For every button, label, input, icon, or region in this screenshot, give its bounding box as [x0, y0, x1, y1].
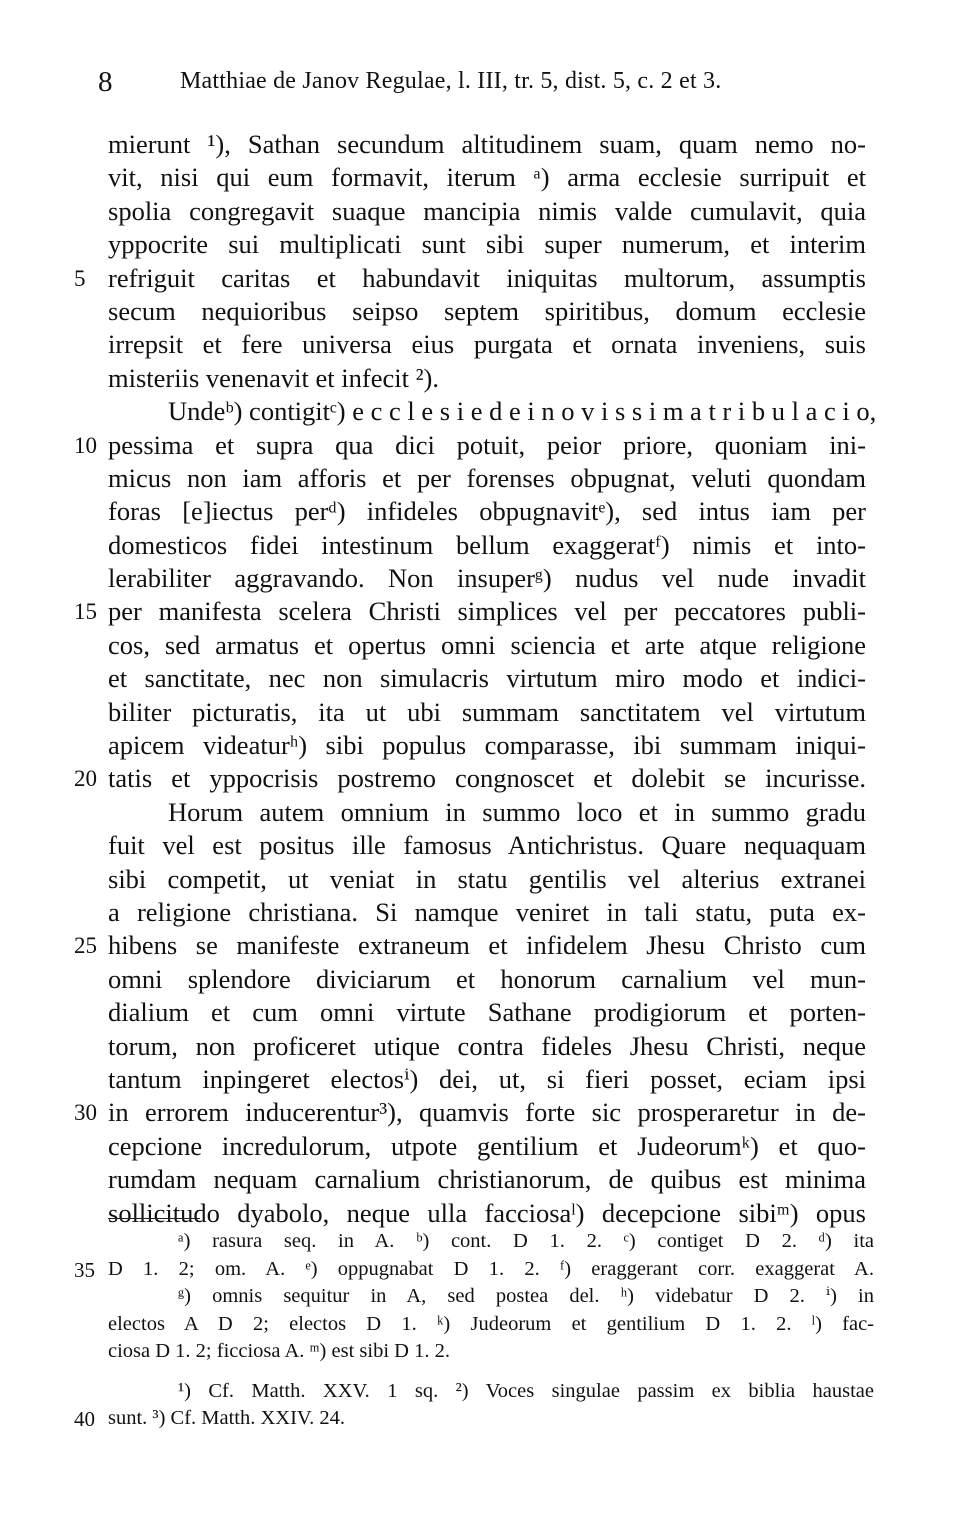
line-text: cos, sed armatus et opertus omni sciencia et arte atque religione — [108, 629, 866, 660]
text-line — [0, 662, 960, 695]
text-line — [0, 295, 960, 328]
text-line — [0, 729, 960, 762]
line-text: fuit vel est positus ille famosus Antichristus. Quare nequaquam — [108, 830, 866, 861]
text-line — [0, 829, 960, 862]
text-line — [0, 562, 960, 595]
text-line — [0, 495, 960, 528]
line-text: rumdam nequam carnalium christianorum, de quibus est minima — [108, 1164, 866, 1195]
line-text: vit, nisi qui eum formavit, iterum ᵃ) arma ecclesie surripuit et — [108, 162, 866, 193]
source-note-line — [0, 1378, 960, 1406]
line-text: Horum autem omnium in summo loco et in summo gradu — [168, 796, 866, 827]
text-line — [0, 328, 960, 361]
main-text — [0, 128, 960, 1230]
text-line — [0, 262, 960, 295]
text-line — [0, 161, 960, 194]
text-line — [0, 696, 960, 729]
line-text: biliter picturatis, ita ut ubi summam sanctitatem vel virtutum — [108, 696, 866, 727]
apparatus-line — [0, 1228, 960, 1256]
text-line — [0, 195, 960, 228]
line-text: tatis et yppocrisis postremo congnoscet et dolebit se incurisse. — [108, 763, 866, 794]
line-text: domesticos fidei intestinum bellum exaggeratᶠ) nimis et into- — [108, 529, 866, 560]
line-text: spolia congregavit suaque mancipia nimis valde cumulavit, quia — [108, 195, 866, 226]
text-line — [0, 1163, 960, 1196]
line-text: ciosa D 1. 2; ficciosa A. ᵐ) est sibi D 1. 2. — [108, 1340, 450, 1362]
line-number: 40 — [74, 1407, 95, 1431]
text-line — [0, 629, 960, 662]
line-number: 5 — [74, 265, 86, 291]
line-text: electos A D 2; electos D 1. ᵏ) Judeorum et gentilium D 1. 2. ˡ) fac- — [108, 1312, 874, 1335]
line-text: omni splendore diviciarum et honorum carnalium vel mun- — [108, 963, 866, 994]
text-line — [0, 762, 960, 795]
text-line — [0, 929, 960, 962]
line-text: ¹) Cf. Matth. XXV. 1 sq. ²) Voces singulae passim ex biblia haustae — [178, 1379, 874, 1402]
running-header — [0, 66, 960, 102]
text-line — [0, 462, 960, 495]
footnote-separator — [108, 1218, 200, 1219]
text-line — [0, 996, 960, 1029]
line-text: tantum inpingeret electosⁱ) dei, ut, si fieri posset, eciam ipsi — [108, 1063, 866, 1094]
line-text: dialium et cum omni virtute Sathane prodigiorum et porten- — [108, 997, 866, 1028]
line-number: 15 — [74, 599, 97, 625]
line-text: misteriis venenavit et infecit ²). — [108, 362, 439, 393]
line-text: apicem videaturʰ) sibi populus comparasse, ibi summam iniqui- — [108, 730, 866, 761]
text-line — [0, 1130, 960, 1163]
apparatus-line — [0, 1311, 960, 1339]
line-number: 35 — [74, 1257, 95, 1282]
line-text: sunt. ³) Cf. Matth. XXIV. 24. — [108, 1407, 345, 1429]
text-line — [0, 1197, 960, 1230]
running-title: Matthiae de Janov Regulae, l. III, tr. 5, dist. 5, c. 2 et 3. — [180, 68, 722, 94]
line-text: yppocrite sui multiplicati sunt sibi super numerum, et interim — [108, 229, 866, 260]
text-line — [0, 963, 960, 996]
line-text: pessima et supra qua dici potuit, peior priore, quoniam ini- — [108, 429, 866, 460]
line-text: per manifesta scelera Christi simplices vel per peccatores publi- — [108, 596, 866, 627]
text-line — [0, 863, 960, 896]
text-line — [0, 595, 960, 628]
text-line — [0, 362, 960, 395]
page-number: 8 — [98, 66, 113, 98]
apparatus-line — [0, 1283, 960, 1311]
line-text: refriguit caritas et habundavit iniquitas multorum, assumptis — [108, 262, 866, 293]
line-number: 20 — [74, 766, 97, 792]
apparatus-line — [0, 1338, 960, 1366]
text-line — [0, 395, 960, 428]
line-text: D 1. 2; om. A. ᵉ) oppugnabat D 1. 2. ᶠ) eraggerant corr. exaggerat A. — [108, 1257, 874, 1280]
text-line — [0, 429, 960, 462]
line-text: cepcione incredulorum, utpote gentilium et Judeorumᵏ) et quo- — [108, 1130, 866, 1161]
apparatus-line — [0, 1256, 960, 1284]
text-line — [0, 529, 960, 562]
line-text: foras [e]iectus perᵈ) infideles obpugnavitᵉ), sed intus iam per — [108, 496, 866, 527]
footnotes — [0, 1228, 960, 1433]
footnote-gap — [0, 1366, 960, 1378]
line-text: in errorem inducerentur³), quamvis forte sic prosperaretur in de- — [108, 1097, 866, 1128]
line-text: Undeᵇ) contigitᶜ) e c c l e s i e d e i n o v i s s i m a t r i b u l a c i o, — [168, 396, 877, 427]
text-line — [0, 796, 960, 829]
line-text: lerabiliter aggravando. Non insuperᵍ) nudus vel nude invadit — [108, 563, 866, 594]
line-number: 10 — [74, 432, 97, 458]
line-text: torum, non proficeret utique contra fideles Jhesu Christi, neque — [108, 1030, 866, 1061]
line-text: ᵃ) rasura seq. in A. ᵇ) cont. D 1. 2. ᶜ) contiget D 2. ᵈ) ita — [178, 1230, 874, 1252]
line-text: a religione christiana. Si namque veniret in tali statu, puta ex- — [108, 896, 866, 927]
text-line — [0, 1096, 960, 1129]
text-line — [0, 896, 960, 929]
line-text: sollicitudo dyabolo, neque ulla facciosaˡ) decepcione sibiᵐ) opus — [108, 1197, 866, 1228]
line-text: micus non iam afforis et per forenses obpugnat, veluti quondam — [108, 462, 866, 493]
text-line — [0, 1030, 960, 1063]
line-number: 30 — [74, 1100, 97, 1126]
line-text: mierunt ¹), Sathan secundum altitudinem suam, quam nemo no- — [108, 129, 866, 159]
line-text: sibi competit, ut veniat in statu gentilis vel alterius extranei — [108, 863, 866, 894]
line-text: ᵍ) omnis sequitur in A, sed postea del. ʰ) videbatur D 2. ⁱ) in — [178, 1285, 874, 1307]
line-text: et sanctitate, nec non simulacris virtutum miro modo et indici- — [108, 663, 866, 694]
line-text: irrepsit et fere universa eius purgata et ornata inveniens, suis — [108, 329, 866, 360]
line-number: 25 — [74, 933, 97, 959]
text-line — [0, 228, 960, 261]
text-line — [0, 128, 960, 161]
text-line — [0, 1063, 960, 1096]
line-text: secum nequioribus seipso septem spiritibus, domum ecclesie — [108, 295, 866, 326]
source-note-line — [0, 1405, 960, 1433]
line-text: hibens se manifeste extraneum et infidelem Jhesu Christo cum — [108, 930, 866, 961]
